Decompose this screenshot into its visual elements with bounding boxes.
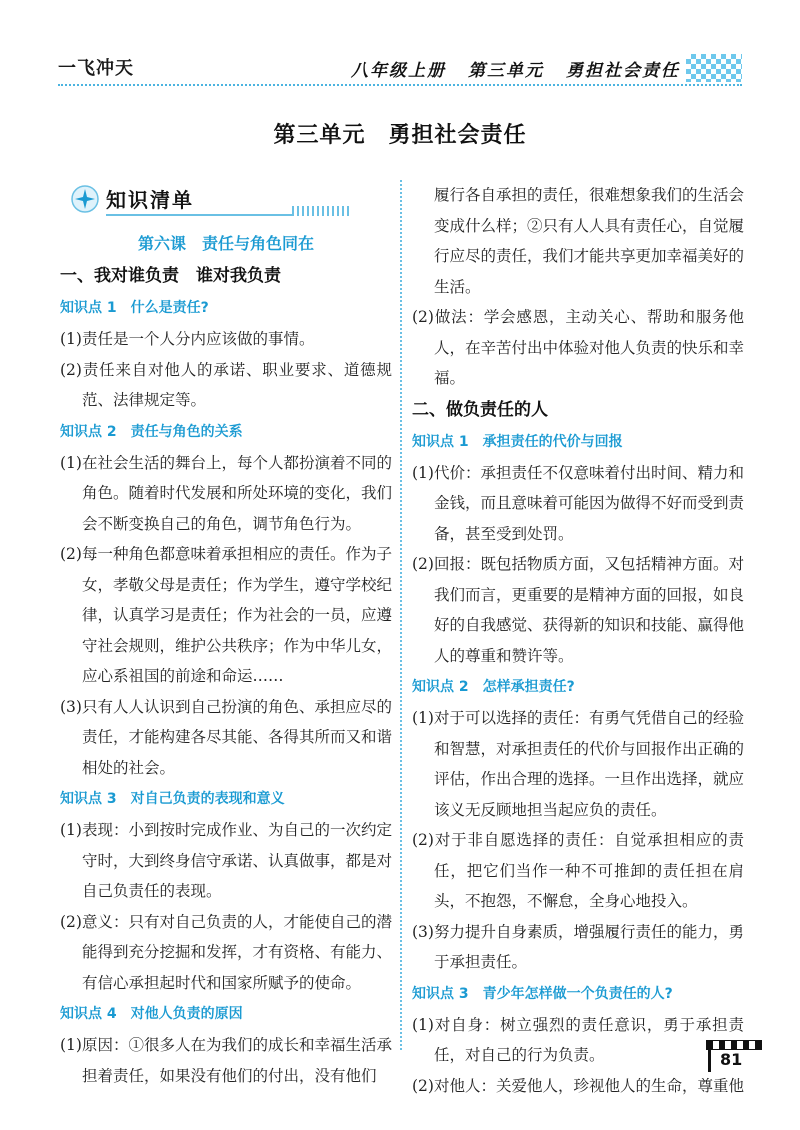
list-item: (2)做法：学会感恩，主动关心、帮助和服务他人，在辛苦付出中体验对他人负责的快乐和幸福。 (412, 308, 745, 387)
lesson-title: 第六课 责任与角色同在 (137, 234, 314, 253)
list-item: (1)表现：小到按时完成作业、为自己的一次约定守时，大到终身信守承诺、认真做事，都是对自己负责任的表现。 (60, 821, 393, 900)
knowledge-point-heading: 知识点 3 对自己负责的表现和意义 (60, 791, 285, 807)
list-item: (2)意义：只有对自己负责的人，才能使自己的潜能得到充分挖掘和发挥，才有资格、有能力、有信心承担起时代和国家所赋予的使命。 (60, 912, 393, 992)
unit-label: 第三单元 (468, 61, 544, 81)
knowledge-banner (60, 180, 392, 222)
knowledge-point-heading: 知识点 3 青少年怎样做一个负责任的人? (412, 985, 673, 1002)
list-item: (3)努力提升自身素质，增强履行责任的能力，勇于承担责任。 (412, 922, 745, 971)
list-item: (1)原因：①很多人在为我们的成长和幸福生活承担着责任，如果没有他们的付出，没有他们 (60, 1036, 393, 1085)
unit-title: 第三单元 勇担社会责任 (273, 122, 527, 148)
knowledge-point-heading: 知识点 2 怎样承担责任? (412, 679, 575, 695)
checkered-flag-icon (706, 1040, 762, 1050)
checker-decoration (686, 54, 742, 82)
banner-title: 知识清单 (106, 188, 194, 212)
list-item: (1)代价：承担责任不仅意味着付出时间、精力和金钱，而且意味着可能因为做得不好而受到责备，甚至受到处罚。 (412, 463, 745, 543)
page-number-badge (706, 1040, 762, 1074)
list-item: (3)只有人人认识到自己扮演的角色、承担应尽的责任，才能构建各尽其能、各得其所而又和谐相处的社会。 (60, 697, 393, 777)
knowledge-point-heading: 知识点 1 承担责任的代价与回报 (412, 433, 623, 450)
grade-label: 八年级上册 (351, 61, 446, 81)
banner-underline (106, 214, 292, 216)
list-item: (2)责任来自对他人的承诺、职业要求、道德规范、法律规定等。 (60, 360, 392, 409)
section-heading: 一、我对谁负责 谁对我负责 (60, 266, 281, 286)
banner-ticks (292, 206, 352, 216)
page-header (0, 40, 800, 90)
continued-text: 履行各自承担的责任，很难想象我们的生活会变成什么样；②只有人人具有责任心，自觉履行应尽的责任，我们才能共享更加幸福美好的生活。 (434, 186, 745, 296)
list-item: (2)每一种角色都意味着承担相应的责任。作为子女，孝敬父母是责任；作为学生，遵守学校纪律，认真学习是责任；作为社会的一员，应遵守社会规则，维护公共秩序；作为中华儿女，应心系祖国的前途和命运…… (60, 545, 393, 685)
list-item: (1)责任是一个人分内应该做的事情。 (60, 330, 315, 348)
knowledge-point-heading: 知识点 4 对他人负责的原因 (60, 1006, 243, 1022)
running-head (329, 56, 680, 81)
page-number: 81 (720, 1050, 743, 1069)
list-item: (2)对他人：关爱他人，珍视他人的生命，尊重他 (412, 1076, 745, 1095)
header-rule (58, 84, 742, 89)
list-item: (1)对于可以选择的责任：有勇气凭借自己的经验和智慧，对承担责任的代价与回报作出正确的评估，作出合理的选择。一旦作出选择，就应该义无反顾地担当起应负的责任。 (412, 709, 745, 819)
flag-pole (708, 1048, 711, 1072)
section-heading: 二、做负责任的人 (412, 399, 548, 420)
list-item: (1)对自身：树立强烈的责任意识，勇于承担责任，对自己的行为负责。 (412, 1015, 744, 1064)
list-item: (2)对于非自愿选择的责任：自觉承担相应的责任，把它们当作一种不可推卸的责任担在肩头，不抱怨，不懈怠，全身心地投入。 (412, 831, 744, 910)
sparkle-icon (70, 184, 100, 214)
column-divider (400, 180, 402, 1050)
knowledge-point-heading: 知识点 2 责任与角色的关系 (60, 423, 243, 440)
list-item: (2)回报：既包括物质方面，又包括精神方面。对我们而言，更重要的是精神方面的回报，如良好的自我感觉、获得新的知识和技能、赢得他人的尊重和赞许等。 (412, 555, 745, 665)
right-column (412, 180, 744, 1101)
left-column (60, 180, 392, 1091)
knowledge-point-heading: 知识点 1 什么是责任? (60, 300, 209, 316)
brand-logo: 一飞冲天 (58, 58, 134, 79)
topic-label: 勇担社会责任 (566, 61, 680, 81)
list-item: (1)在社会生活的舞台上，每个人都扮演着不同的角色。随着时代发展和所处环境的变化，我们会不断变换自己的角色，调节角色行为。 (60, 453, 393, 533)
